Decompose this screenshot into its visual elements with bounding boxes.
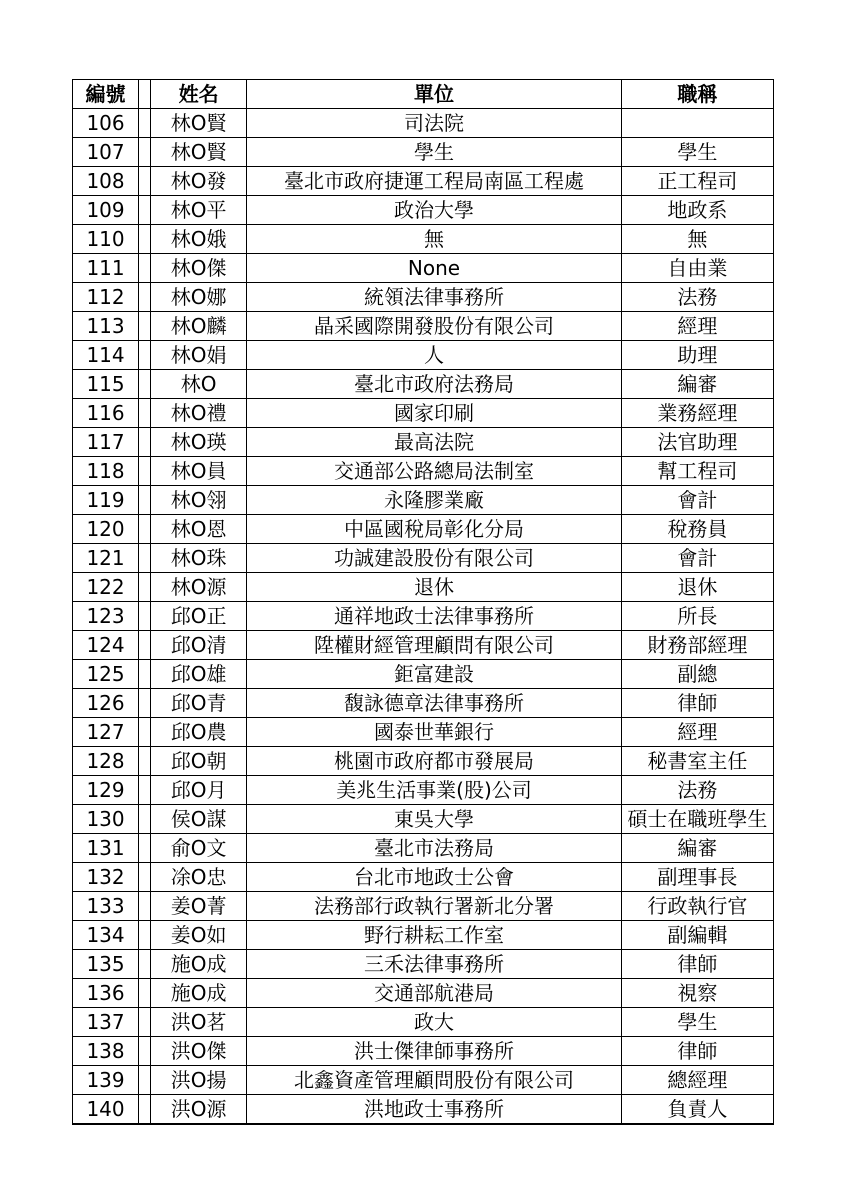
cell-title: 學生 (621, 1008, 773, 1037)
cell-name: 俞O文 (151, 834, 247, 863)
header-number: 編號 (73, 80, 139, 109)
table-row (73, 747, 774, 776)
spacer-cell (139, 892, 151, 921)
table-row (73, 979, 774, 1008)
cell-unit: 交通部公路總局法制室 (247, 457, 622, 486)
cell-name: 洪O揚 (151, 1066, 247, 1095)
cell-name: 侯O謀 (151, 805, 247, 834)
cell-number: 119 (73, 486, 139, 515)
table-row (73, 486, 774, 515)
table-row (73, 341, 774, 370)
spacer-cell (139, 979, 151, 1008)
cell-title: 副理事長 (621, 863, 773, 892)
cell-unit: 鉅富建設 (247, 660, 622, 689)
cell-title: 幫工程司 (621, 457, 773, 486)
table-row (73, 109, 774, 138)
spacer-cell (139, 138, 151, 167)
cell-title: 稅務員 (621, 515, 773, 544)
cell-title: 無 (621, 225, 773, 254)
cell-title: 退休 (621, 573, 773, 602)
cell-name: 林O員 (151, 457, 247, 486)
header-title: 職稱 (621, 80, 773, 109)
table-row (73, 718, 774, 747)
cell-unit: 晶采國際開發股份有限公司 (247, 312, 622, 341)
cell-name: 凃O忠 (151, 863, 247, 892)
cell-title: 法官助理 (621, 428, 773, 457)
cell-title: 副總 (621, 660, 773, 689)
table-row (73, 1066, 774, 1095)
cell-unit: 統領法律事務所 (247, 283, 622, 312)
cell-name: 林O源 (151, 573, 247, 602)
cell-name: 林O傑 (151, 254, 247, 283)
cell-title: 地政系 (621, 196, 773, 225)
cell-unit: 中區國稅局彰化分局 (247, 515, 622, 544)
table-row (73, 863, 774, 892)
cell-number: 132 (73, 863, 139, 892)
cell-name: 邱O雄 (151, 660, 247, 689)
cell-number: 118 (73, 457, 139, 486)
cell-unit: 洪地政士事務所 (247, 1095, 622, 1125)
table-row (73, 544, 774, 573)
spacer-cell (139, 805, 151, 834)
cell-name: 林O瑛 (151, 428, 247, 457)
cell-title: 編審 (621, 370, 773, 399)
spacer-cell (139, 1095, 151, 1125)
cell-number: 129 (73, 776, 139, 805)
table-body (73, 109, 774, 1125)
cell-unit: 馥詠德章法律事務所 (247, 689, 622, 718)
spacer-cell (139, 1037, 151, 1066)
spacer-cell (139, 370, 151, 399)
table-row (73, 921, 774, 950)
cell-number: 111 (73, 254, 139, 283)
cell-number: 117 (73, 428, 139, 457)
spacer-cell (139, 921, 151, 950)
cell-title: 律師 (621, 950, 773, 979)
cell-number: 134 (73, 921, 139, 950)
table-row (73, 573, 774, 602)
table-row (73, 196, 774, 225)
spacer-cell (139, 631, 151, 660)
table-row (73, 1095, 774, 1125)
cell-title: 助理 (621, 341, 773, 370)
cell-name: 林O恩 (151, 515, 247, 544)
cell-name: 林O (151, 370, 247, 399)
attendee-table (72, 79, 774, 1125)
cell-title: 經理 (621, 312, 773, 341)
cell-number: 108 (73, 167, 139, 196)
table-row (73, 892, 774, 921)
cell-name: 洪O源 (151, 1095, 247, 1125)
cell-unit: 通祥地政士法律事務所 (247, 602, 622, 631)
cell-unit: 北鑫資產管理顧問股份有限公司 (247, 1066, 622, 1095)
spacer-cell (139, 312, 151, 341)
cell-unit: None (247, 254, 622, 283)
spacer-cell (139, 515, 151, 544)
cell-unit: 司法院 (247, 109, 622, 138)
spacer-cell (139, 109, 151, 138)
cell-number: 114 (73, 341, 139, 370)
cell-number: 112 (73, 283, 139, 312)
cell-name: 林O娜 (151, 283, 247, 312)
cell-title: 副編輯 (621, 921, 773, 950)
table-row (73, 399, 774, 428)
cell-name: 林O發 (151, 167, 247, 196)
cell-number: 133 (73, 892, 139, 921)
cell-title: 正工程司 (621, 167, 773, 196)
cell-name: 邱O朝 (151, 747, 247, 776)
cell-name: 林O禮 (151, 399, 247, 428)
cell-number: 138 (73, 1037, 139, 1066)
cell-unit: 桃園市政府都市發展局 (247, 747, 622, 776)
cell-title: 經理 (621, 718, 773, 747)
cell-unit: 功誠建設股份有限公司 (247, 544, 622, 573)
cell-name: 林O娟 (151, 341, 247, 370)
cell-title: 碩士在職班學生 (621, 805, 773, 834)
cell-unit: 最高法院 (247, 428, 622, 457)
cell-unit: 法務部行政執行署新北分署 (247, 892, 622, 921)
spacer-cell (139, 573, 151, 602)
cell-number: 126 (73, 689, 139, 718)
table-row (73, 834, 774, 863)
cell-number: 109 (73, 196, 139, 225)
cell-unit: 國泰世華銀行 (247, 718, 622, 747)
cell-name: 姜O如 (151, 921, 247, 950)
spacer-cell (139, 1008, 151, 1037)
spacer-cell (139, 834, 151, 863)
cell-unit: 台北市地政士公會 (247, 863, 622, 892)
cell-unit: 無 (247, 225, 622, 254)
cell-title: 律師 (621, 1037, 773, 1066)
table-row (73, 283, 774, 312)
cell-title: 法務 (621, 776, 773, 805)
cell-number: 140 (73, 1095, 139, 1125)
spacer-cell (139, 689, 151, 718)
spacer-cell (139, 718, 151, 747)
cell-title: 編審 (621, 834, 773, 863)
table-row (73, 1037, 774, 1066)
cell-number: 122 (73, 573, 139, 602)
table-row (73, 805, 774, 834)
cell-title: 負責人 (621, 1095, 773, 1125)
cell-unit: 野行耕耘工作室 (247, 921, 622, 950)
spacer-cell (139, 196, 151, 225)
cell-name: 邱O青 (151, 689, 247, 718)
table-row (73, 167, 774, 196)
table-row (73, 689, 774, 718)
cell-number: 130 (73, 805, 139, 834)
cell-title: 會計 (621, 544, 773, 573)
cell-title: 行政執行官 (621, 892, 773, 921)
cell-title: 學生 (621, 138, 773, 167)
spacer-cell (139, 399, 151, 428)
cell-unit: 三禾法律事務所 (247, 950, 622, 979)
table-row (73, 457, 774, 486)
cell-unit: 人 (247, 341, 622, 370)
cell-number: 125 (73, 660, 139, 689)
cell-title: 視察 (621, 979, 773, 1008)
cell-unit: 國家印刷 (247, 399, 622, 428)
spacer-cell (139, 660, 151, 689)
cell-number: 124 (73, 631, 139, 660)
cell-title: 秘書室主任 (621, 747, 773, 776)
spacer-cell (139, 863, 151, 892)
header-name: 姓名 (151, 80, 247, 109)
spacer-cell (139, 283, 151, 312)
cell-unit: 陞權財經管理顧問有限公司 (247, 631, 622, 660)
table-row (73, 950, 774, 979)
table-row (73, 660, 774, 689)
spacer-cell (139, 428, 151, 457)
cell-name: 林O娥 (151, 225, 247, 254)
table-row (73, 776, 774, 805)
table-row (73, 370, 774, 399)
cell-number: 136 (73, 979, 139, 1008)
cell-title: 財務部經理 (621, 631, 773, 660)
cell-unit: 美兆生活事業(股)公司 (247, 776, 622, 805)
cell-unit: 退休 (247, 573, 622, 602)
cell-number: 120 (73, 515, 139, 544)
cell-number: 113 (73, 312, 139, 341)
cell-unit: 政治大學 (247, 196, 622, 225)
cell-number: 107 (73, 138, 139, 167)
spacer-cell (139, 457, 151, 486)
cell-name: 施O成 (151, 979, 247, 1008)
cell-unit: 臺北市政府捷運工程局南區工程處 (247, 167, 622, 196)
spacer-cell (139, 254, 151, 283)
cell-name: 姜O菁 (151, 892, 247, 921)
cell-title: 業務經理 (621, 399, 773, 428)
spacer-cell (139, 486, 151, 515)
spacer-column (139, 80, 151, 109)
table-row (73, 225, 774, 254)
cell-name: 林O賢 (151, 138, 247, 167)
cell-number: 131 (73, 834, 139, 863)
cell-name: 邱O農 (151, 718, 247, 747)
cell-name: 邱O正 (151, 602, 247, 631)
cell-title: 法務 (621, 283, 773, 312)
cell-number: 116 (73, 399, 139, 428)
cell-number: 128 (73, 747, 139, 776)
table-row (73, 1008, 774, 1037)
spacer-cell (139, 1066, 151, 1095)
cell-title (621, 109, 773, 138)
cell-number: 135 (73, 950, 139, 979)
cell-unit: 東吳大學 (247, 805, 622, 834)
cell-unit: 永隆膠業廠 (247, 486, 622, 515)
spacer-cell (139, 747, 151, 776)
table-row (73, 515, 774, 544)
cell-unit: 政大 (247, 1008, 622, 1037)
cell-unit: 臺北市政府法務局 (247, 370, 622, 399)
table-row (73, 428, 774, 457)
table-row (73, 254, 774, 283)
cell-name: 林O翎 (151, 486, 247, 515)
header-row (73, 80, 774, 109)
cell-name: 林O平 (151, 196, 247, 225)
cell-number: 137 (73, 1008, 139, 1037)
table-row (73, 631, 774, 660)
spacer-cell (139, 950, 151, 979)
cell-unit: 洪士傑律師事務所 (247, 1037, 622, 1066)
cell-unit: 交通部航港局 (247, 979, 622, 1008)
cell-number: 123 (73, 602, 139, 631)
cell-number: 110 (73, 225, 139, 254)
cell-unit: 學生 (247, 138, 622, 167)
table-row (73, 138, 774, 167)
cell-name: 邱O清 (151, 631, 247, 660)
cell-name: 林O麟 (151, 312, 247, 341)
spacer-cell (139, 776, 151, 805)
cell-number: 139 (73, 1066, 139, 1095)
cell-title: 所長 (621, 602, 773, 631)
spacer-cell (139, 167, 151, 196)
cell-number: 127 (73, 718, 139, 747)
cell-title: 自由業 (621, 254, 773, 283)
cell-title: 總經理 (621, 1066, 773, 1095)
cell-name: 林O珠 (151, 544, 247, 573)
cell-title: 律師 (621, 689, 773, 718)
header-unit: 單位 (247, 80, 622, 109)
cell-number: 121 (73, 544, 139, 573)
spacer-cell (139, 225, 151, 254)
cell-name: 施O成 (151, 950, 247, 979)
spacer-cell (139, 544, 151, 573)
cell-name: 洪O茗 (151, 1008, 247, 1037)
table-row (73, 312, 774, 341)
cell-name: 邱O月 (151, 776, 247, 805)
spacer-cell (139, 341, 151, 370)
cell-title: 會計 (621, 486, 773, 515)
cell-number: 106 (73, 109, 139, 138)
spacer-cell (139, 602, 151, 631)
cell-unit: 臺北市法務局 (247, 834, 622, 863)
cell-name: 林O賢 (151, 109, 247, 138)
cell-name: 洪O傑 (151, 1037, 247, 1066)
table-row (73, 602, 774, 631)
cell-number: 115 (73, 370, 139, 399)
